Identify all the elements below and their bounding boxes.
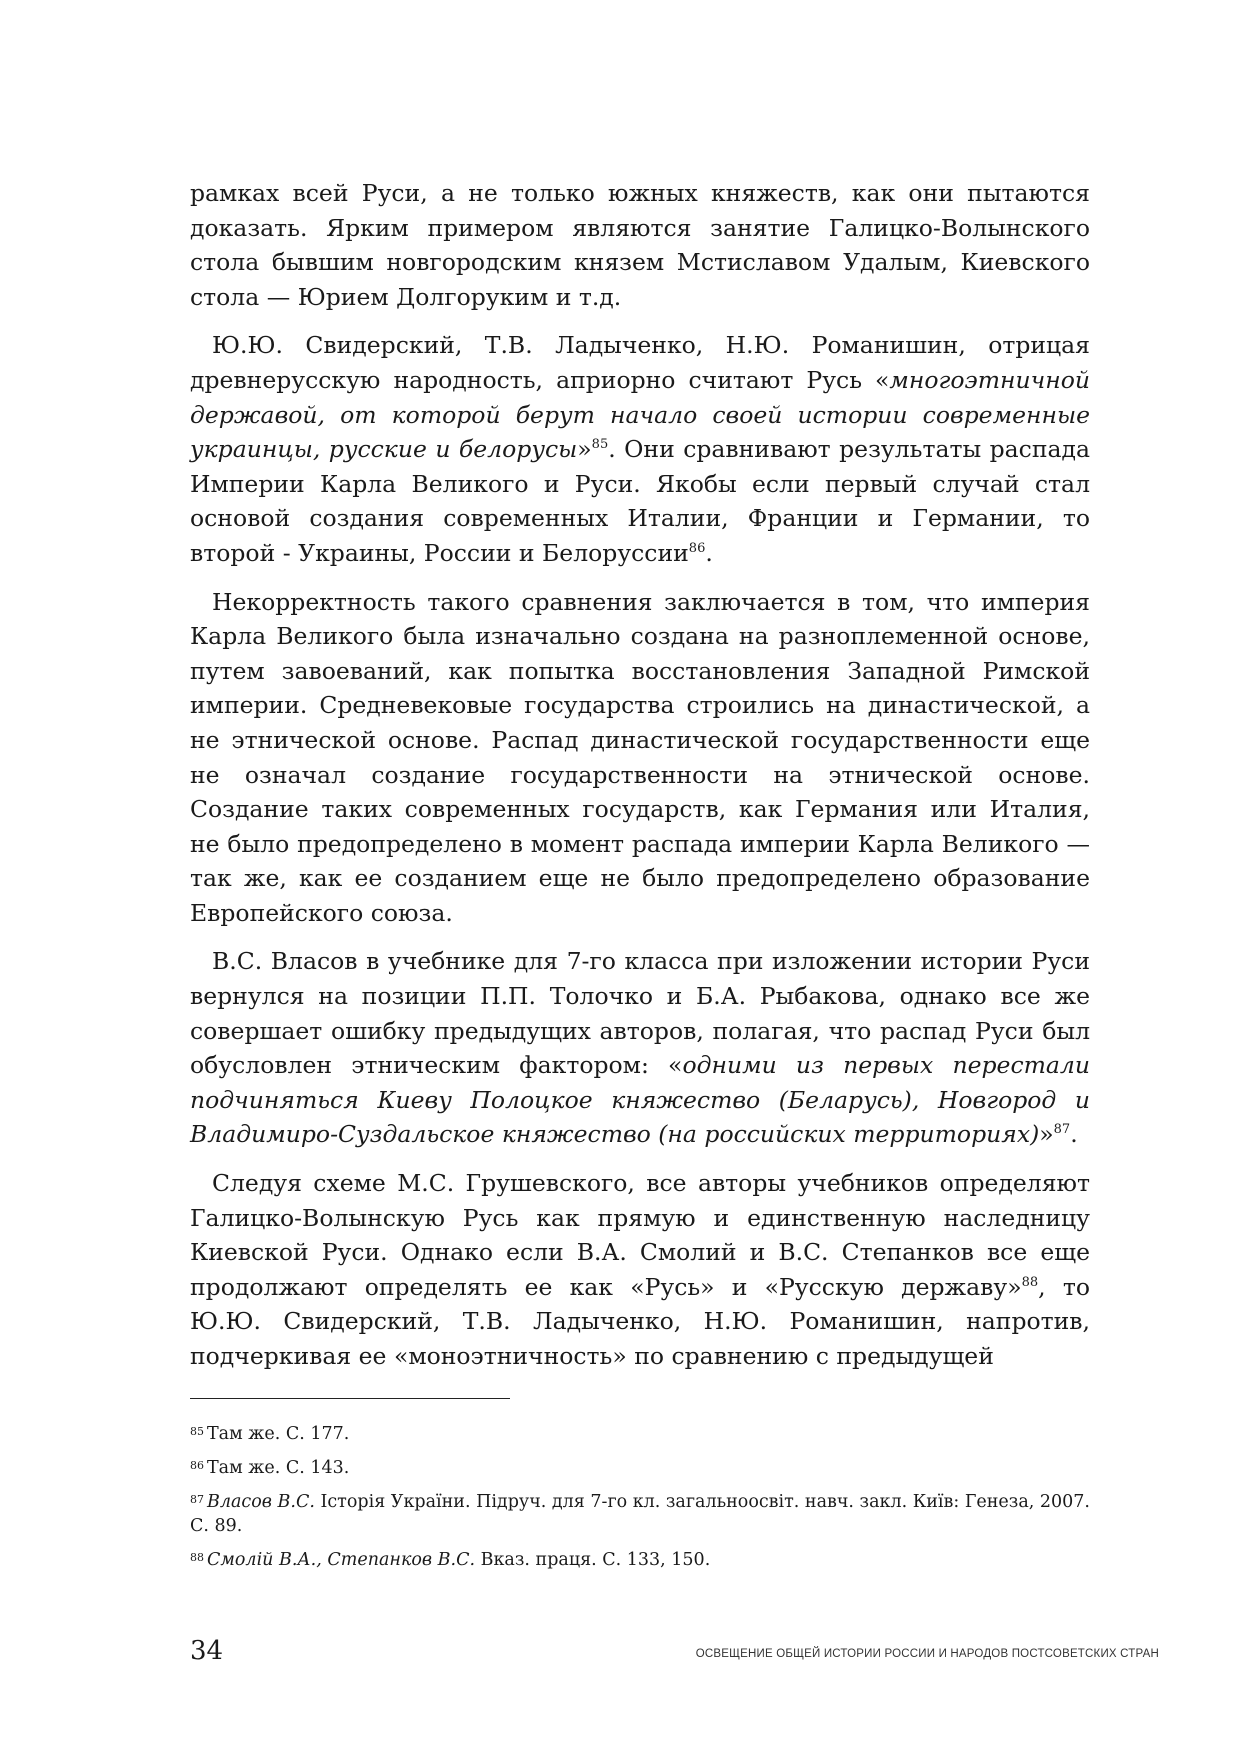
p2-close-quote: » bbox=[577, 435, 592, 464]
p2-quote: многоэтничной державой, от которой берут начало своей истории современные украинцы, русские и белорусы bbox=[190, 365, 1090, 464]
p4-lead: В.С. Власов в учебнике для 7-го класса при изложении истории Руси вернулся на позиции П.П. Толочко и Б.А. Рыбакова, однако все же совершает ошибку предыдущих авторов, полагая, что распад Руси был обусловлен этническим фактором: « bbox=[190, 947, 1090, 1080]
paragraph-5 bbox=[190, 1166, 1090, 1374]
page-footer bbox=[190, 1636, 1159, 1672]
footnotes bbox=[190, 1420, 1090, 1580]
footnote-88 bbox=[190, 1546, 1090, 1572]
p2-middle: . Они сравнивают результаты распада Империи Карла Великого и Руси. Якобы если первый случай стал основой создания современных Италии, Франции и Германии, то второй - Украины, России и Белоруссии bbox=[190, 435, 1090, 567]
p2-end: . bbox=[705, 538, 713, 567]
footnote-ref-85[interactable]: 85 bbox=[591, 437, 609, 453]
footnote-author: Власов В.С. bbox=[207, 1492, 315, 1512]
running-title: ОСВЕЩЕНИЕ ОБЩЕЙ ИСТОРИИ РОССИИ И НАРОДОВ ПОСТСОВЕТСКИХ СТРАН bbox=[695, 1648, 1159, 1660]
footnote-85 bbox=[190, 1420, 1090, 1446]
footnote-number: 86 bbox=[190, 1459, 204, 1472]
footnote-ref-87[interactable]: 87 bbox=[1053, 1122, 1071, 1138]
paragraph-1: рамках всей Руси, а не только южных княжеств, как они пытаются доказать. Ярким примером являются занятие Галицко-Волынского стола бывшим новгородским князем Мстиславом Удалым, Киевского стола — Юрием Долгоруким и т.д. bbox=[190, 179, 1090, 311]
footnote-number: 87 bbox=[190, 1493, 204, 1506]
footnote-text: Вказ. праця. С. 133, 150. bbox=[475, 1550, 711, 1570]
page-number: 34 bbox=[190, 1636, 224, 1666]
footnote-text: Там же. С. 143. bbox=[207, 1458, 350, 1478]
footnote-text: Історія України. Підруч. для 7-го кл. загальноосвіт. навч. закл. Київ: Генеза, 2007. С. 89. bbox=[190, 1492, 1090, 1536]
footnote-87 bbox=[190, 1488, 1090, 1538]
footnote-author: Смолій В.А., Степанков В.С. bbox=[207, 1550, 476, 1570]
p5-end: , то Ю.Ю. Свидерский, Т.В. Ладыченко, Н.Ю. Романишин, напротив, подчеркивая ее «моноэтничность» по сравнению с предыдущей bbox=[190, 1272, 1090, 1370]
footnote-ref-88[interactable]: 88 bbox=[1021, 1274, 1039, 1290]
p4-quote: одними из первых перестали подчиняться Киеву Полоцкое княжество (Беларусь), Новгород и Владимиро-Суздальское княжество (на российских территориях) bbox=[190, 1051, 1091, 1149]
p2-lead: Ю.Ю. Свидерский, Т.В. Ладыченко, Н.Ю. Романишин, отрицая древнерусскую народность, априорно считают Русь « bbox=[190, 331, 1090, 394]
paragraph-2 bbox=[190, 328, 1090, 570]
footnote-number: 88 bbox=[190, 1551, 204, 1564]
paragraph-4 bbox=[190, 944, 1090, 1152]
p4-end: . bbox=[1070, 1120, 1078, 1149]
paragraph-3: Некорректность такого сравнения заключается в том, что империя Карла Великого была изначально создана на разноплеменной основе, путем завоеваний, как попытка восстановления Западной Римской империи. Средневековые государства строились на династической, а не этнической основе. Распад династической государственности еще не означал создание государственности на этнической основе. Создание таких современных государств, как Германия или Италия, не было предопределено в момент распада империи Карла Великого — так же, как ее созданием еще не было предопределено образование Европейского союза. bbox=[190, 587, 1090, 927]
footnote-text: Там же. С. 177. bbox=[207, 1424, 350, 1444]
footnote-86 bbox=[190, 1454, 1090, 1480]
footnote-ref-86[interactable]: 86 bbox=[688, 541, 706, 557]
p5-lead: Следуя схеме М.С. Грушевского, все авторы учебников определяют Галицко-Волынскую Русь как прямую и единственную наследницу Киевской Руси. Однако если В.А. Смолий и В.С. Степанков все еще продолжают определять ее как «Русь» и «Русскую державу» bbox=[190, 1169, 1090, 1301]
footnote-separator bbox=[190, 1398, 510, 1399]
p4-close-quote: » bbox=[1039, 1120, 1054, 1149]
main-text bbox=[190, 176, 1090, 1388]
footnote-number: 85 bbox=[190, 1425, 204, 1438]
